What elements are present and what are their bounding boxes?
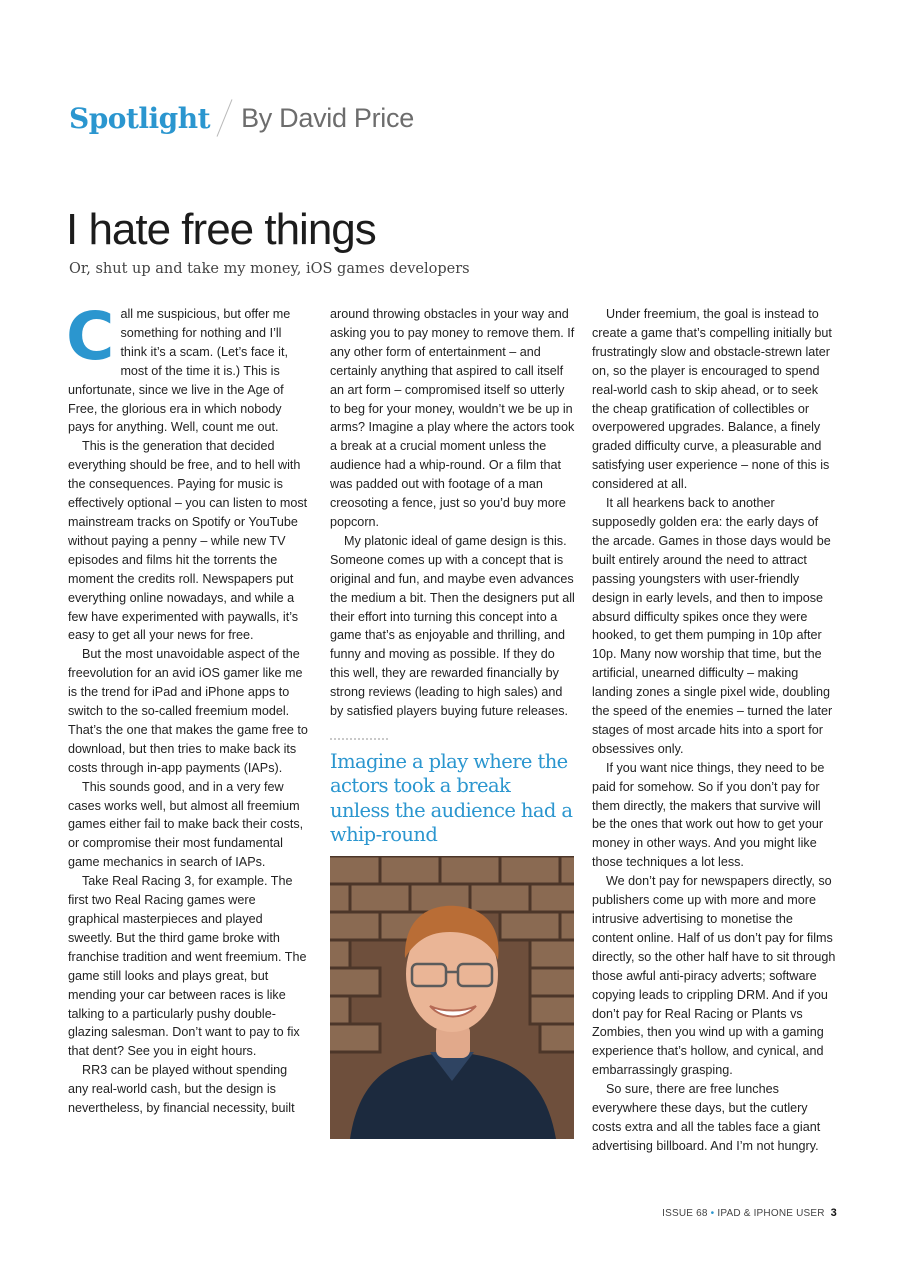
paragraph-text: all me suspicious, but offer me something for nothing and I’ll think it’s a scam. (Let’s face it, most of the time it is.) This is unfortunate, since we live in the Age of Free, the glorious era in which nobody pays for anything. Well, count me out. <box>68 307 291 435</box>
paragraph: It all hearkens back to another supposedly golden era: the early days of the arcade. Games in those days would be built entirely around the need to attract passing youngsters with user-friendly design in early levels, and then to impose absurd difficulty spikes once they were hooked, to get them pumping in 10p after 10p. Many now worship that time, but the artificial, unearned difficulty – making landing zones a single pixel wide, doubling the speed of the enemies – turned the later stages of most arcade hits into a sport for obsessives only. <box>592 496 833 756</box>
paragraph: Under freemium, the goal is instead to create a game that’s compelling initially but frustratingly slow and obstacle-strewn later on, so the player is encouraged to spend real-world cash to skip ahead, or to seek the cheap gratification of collectibles or overpowered upgrades. Balance, a finely graded difficulty curve, a pleasurable and satisfying user experience – none of this is considered at all. <box>592 307 832 492</box>
header-divider <box>217 99 233 136</box>
paragraph: But the most unavoidable aspect of the freevolution for an avid iOS gamer like me is the trend for iPad and iPhone apps to switch to the so-called freemium model. That’s the one that makes the game free to download, but then tries to make back its costs through in-app payments (IAPs). <box>68 647 308 775</box>
drop-cap: C <box>66 298 115 375</box>
paragraph: So sure, there are free lunches everywhere these days, but the cutlery costs extra and all the tables face a giant advertising billboard. And I’m not hungry. <box>592 1082 821 1153</box>
section-header <box>69 96 414 140</box>
page-footer <box>662 1207 837 1219</box>
section-kicker: Spotlight <box>69 101 211 135</box>
byline: By David Price <box>241 102 414 133</box>
paragraph: This is the generation that decided everything should be free, and to hell with the consequences. Paying for music is effectively optional – you can listen to most mainstream tracks on Spotify or YouTube without paying a penny – while new TV episodes and films hit the torrents the moment the credits roll. Newspapers put everything online nowadays, and while a few have experimented with paywalls, it’s easy to get all your news for free. <box>68 439 308 643</box>
column-3 <box>592 305 837 1156</box>
article-title: I hate free things <box>66 205 376 254</box>
magazine-name: IPAD & IPHONE USER <box>717 1208 825 1219</box>
pull-quote: Imagine a play where the actors took a break unless the audience had a whip-round <box>330 749 573 847</box>
paragraph <box>66 298 310 437</box>
paragraph: We don’t pay for newspapers directly, so publishers come up with more and more intrusive advertising to monetise the content online. Half of us don’t pay for films directly, so the other half have to sit through those awful anti-piracy adverts; software copying leads to crippling DRM. And if you don’t pay for Real Racing or Plants vs Zombies, then you wind up with a gaming experience that’s hollow, and cynical, and embarrassingly grasping. <box>592 874 836 1078</box>
paragraph: around throwing obstacles in your way and asking you to pay money to remove them. If any other form of entertainment – and certainly anything that aspired to call itself an art form – compromised itself so utterly to beg for your money, wouldn’t we be up in arms? Imagine a play where the actors took a break at a crucial moment unless the audience had a whip-round. Or a film that was padded out with footage of a man creosoting a fence, just so you’d buy more popcorn. <box>330 307 575 529</box>
footer-separator: • <box>710 1208 715 1219</box>
column-1 <box>66 298 310 1118</box>
paragraph: If you want nice things, they need to be paid for somehow. So if you don’t pay for them directly, the makers that survive will be the ones that work out how to get your money in other ways. And you might like those techniques a lot less. <box>592 760 825 870</box>
issue-label: ISSUE 68 <box>662 1208 708 1219</box>
paragraph: My platonic ideal of game design is this. Someone comes up with a concept that is original and fun, and maybe even advances the medium a bit. Then the designers put all their effort into turning this concept into a game that’s as enjoyable and thrilling, and funny and moving as possible. If they do this well, they are rewarded financially by strong reviews (leading to high sales) and by satisfied players buying future releases. <box>330 533 575 719</box>
page-number: 3 <box>830 1207 837 1219</box>
column-2 <box>330 305 575 1139</box>
dotted-divider <box>330 738 388 740</box>
author-photo <box>330 856 574 1139</box>
article-subtitle: Or, shut up and take my money, iOS games developers <box>69 261 470 277</box>
paragraph: Take Real Racing 3, for example. The first two Real Racing games were graphical masterpieces and played sweetly. But the third game broke with franchise tradition and went freemium. The game still looks and plays great, but mending your car between races is like talking to a particularly pushy double-glazing salesman. Don’t want to pay to fix that dent? See you in eight hours. <box>68 874 307 1059</box>
paragraph: This sounds good, and in a very few cases works well, but almost all freemium games either fail to make back their costs, or compromise their most fundamental game mechanics in search of IAPs. <box>68 779 304 870</box>
paragraph: RR3 can be played without spending any real-world cash, but the design is nevertheless, by financial necessity, built <box>68 1063 295 1116</box>
